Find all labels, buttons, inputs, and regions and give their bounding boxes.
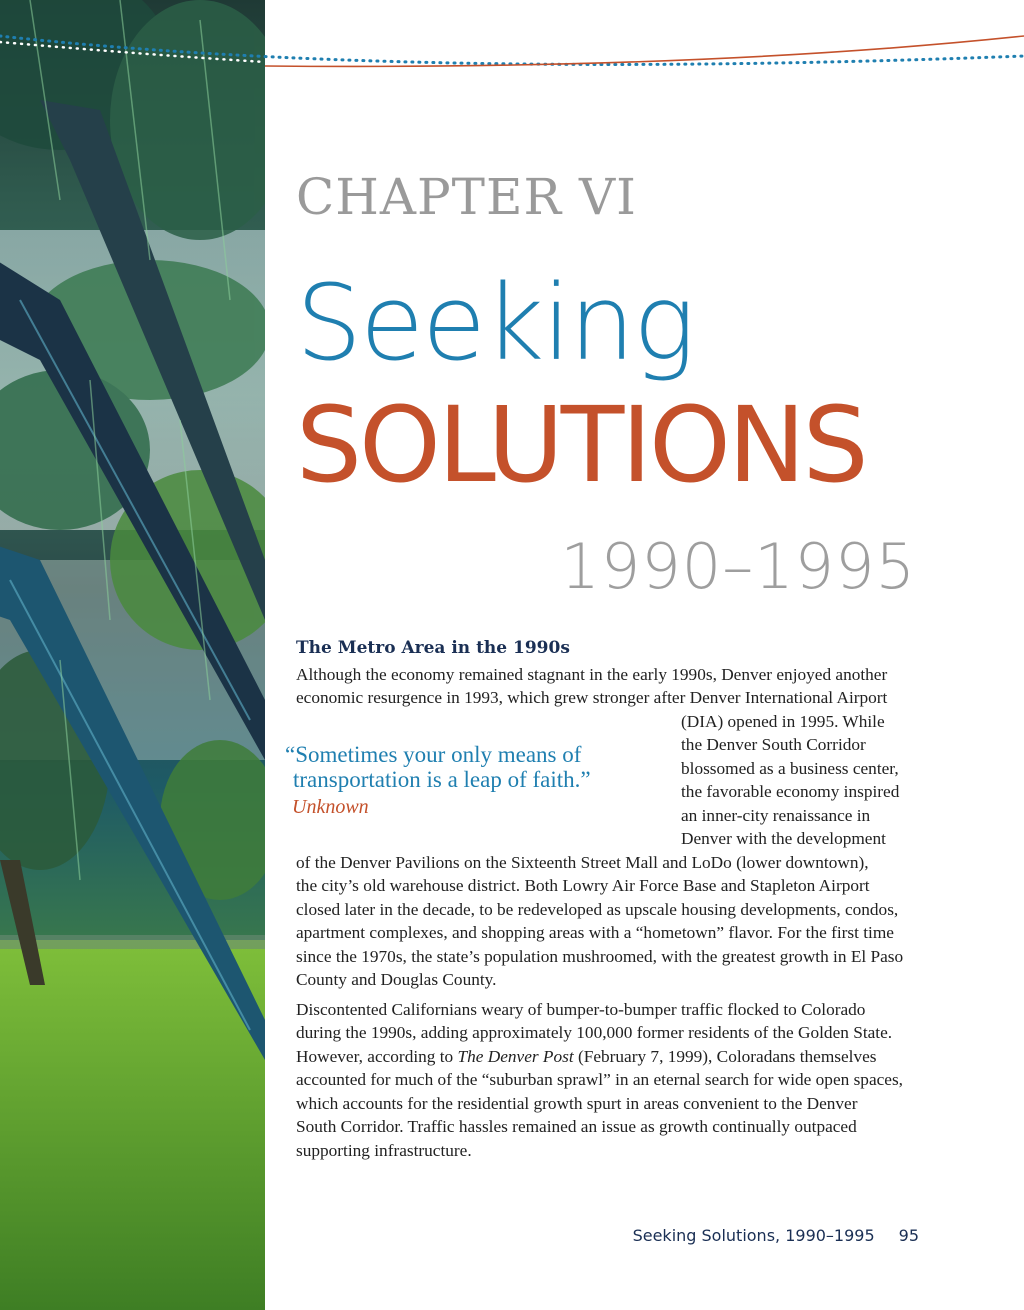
chapter-title-line1: Seeking [296, 262, 694, 384]
page-number: 95 [898, 1226, 919, 1245]
body-line: an inner-city renaissance in [681, 806, 871, 825]
body-line: Discontented Californians weary of bumper-to-bumper traffic flocked to Colorado [296, 1000, 866, 1019]
body-line: economic resurgence in 1993, which grew stronger after Denver International Airport [296, 688, 888, 707]
body-line: blossomed as a business center, [681, 759, 899, 778]
body-line: Denver with the development [681, 829, 886, 848]
pull-quote-author: Unknown [292, 796, 369, 818]
body-text-span: (February 7, 1999), Coloradans themselves [573, 1047, 877, 1066]
body-line: the favorable economy inspired [681, 782, 900, 801]
chapter-title-line2: SOLUTIONS [296, 384, 866, 506]
body-line: since the 1970s, the state’s population mushroomed, with the greatest growth in El Paso [296, 947, 904, 966]
body-line: South Corridor. Traffic hassles remained an issue as growth continually outpaced [296, 1117, 857, 1136]
publication-title: The Denver Post [457, 1047, 574, 1066]
pull-quote-line1: “Sometimes your only means of [285, 742, 582, 767]
section-heading: The Metro Area in the 1990s [296, 638, 570, 658]
body-line: the city’s old warehouse district. Both Lowry Air Force Base and Stapleton Airport [296, 876, 870, 895]
pull-quote [285, 742, 591, 792]
body-line: apartment complexes, and shopping areas with a “hometown” flavor. For the first time [296, 923, 894, 942]
body-line: accounted for much of the “suburban sprawl” in an eternal search for wide open spaces, [296, 1070, 903, 1089]
body-line: (DIA) opened in 1995. While [681, 712, 885, 731]
body-line: Although the economy remained stagnant in the early 1990s, Denver enjoyed another [296, 665, 888, 684]
running-title: Seeking Solutions, 1990–1995 [632, 1226, 875, 1245]
body-line: the Denver South Corridor [681, 735, 866, 754]
body-line [296, 1045, 877, 1069]
body-line: of the Denver Pavilions on the Sixteenth Street Mall and LoDo (lower downtown), [296, 853, 869, 872]
page-footer [633, 1226, 919, 1245]
body-line: supporting infrastructure. [296, 1141, 472, 1160]
decorative-header-curves [0, 0, 1024, 90]
body-line: closed later in the decade, to be redeveloped as upscale housing developments, condos, [296, 900, 899, 919]
chapter-label: CHAPTER VI [296, 168, 637, 226]
body-line: during the 1990s, adding approximately 100,000 former residents of the Golden State. [296, 1023, 893, 1042]
body-line: County and Douglas County. [296, 970, 497, 989]
pull-quote-line2: transportation is a leap of faith.” [293, 767, 591, 792]
body-text-span: However, according to [296, 1047, 458, 1066]
chapter-years: 1990–1995 [560, 530, 916, 603]
tree-illustration [0, 0, 265, 1310]
tree-photo [0, 0, 265, 1310]
body-line: which accounts for the residential growth spurt in areas convenient to the Denver [296, 1094, 858, 1113]
